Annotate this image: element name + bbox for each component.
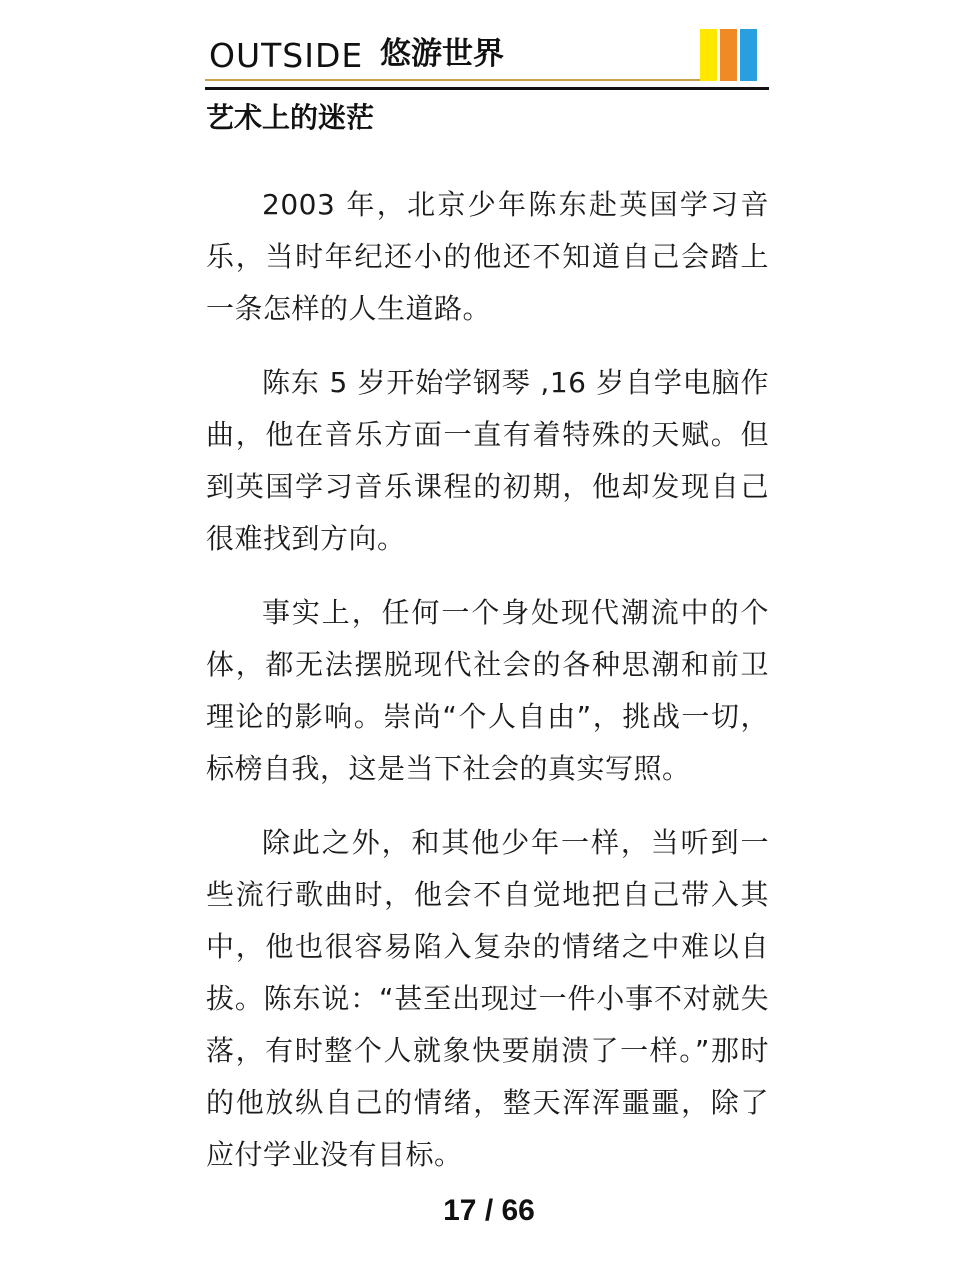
header-divider [205, 87, 769, 90]
brand-name-english: OUTSIDE [209, 36, 364, 75]
orange-bar [720, 29, 737, 81]
article-paragraph: 除此之外，和其他少年一样，当听到一些流行歌曲时，他会不自觉地把自己带入其中，他也很容易陷入复杂的情绪之中难以自拔。陈东说：“甚至出现过一件小事不对就失落，有时整个人就象快要崩溃了一样。”那时的他放纵自己的情绪，整天浑浑噩噩，除了应付学业没有目标。 [206, 826, 769, 1171]
article-paragraph: 事实上，任何一个身处现代潮流中的个体，都无法摆脱现代社会的各种思潮和前卫理论的影响。崇尚“个人自由”，挑战一切，标榜自我，这是当下社会的真实写照。 [206, 596, 769, 785]
header-gold-line [205, 79, 700, 81]
page-indicator: 17 / 66 [443, 1194, 535, 1227]
article-paragraph: 陈东 5 岁开始学钢琴 ,16 岁自学电脑作曲，他在音乐方面一直有着特殊的天赋。但到英国学习音乐课程的初期，他却发现自己很难找到方向。 [206, 366, 769, 555]
yellow-bar [700, 29, 717, 81]
section-title: 艺术上的迷茫 [206, 101, 375, 134]
brand-name-chinese: 悠游世界 [380, 36, 504, 72]
blue-bar [740, 29, 757, 81]
article-body [206, 179, 769, 1203]
article-paragraph: 2003 年，北京少年陈东赴英国学习音乐，当时年纪还小的他还不知道自己会踏上一条怎样的人生道路。 [206, 188, 769, 325]
brand-color-bars [700, 29, 758, 81]
magazine-header [205, 26, 769, 90]
